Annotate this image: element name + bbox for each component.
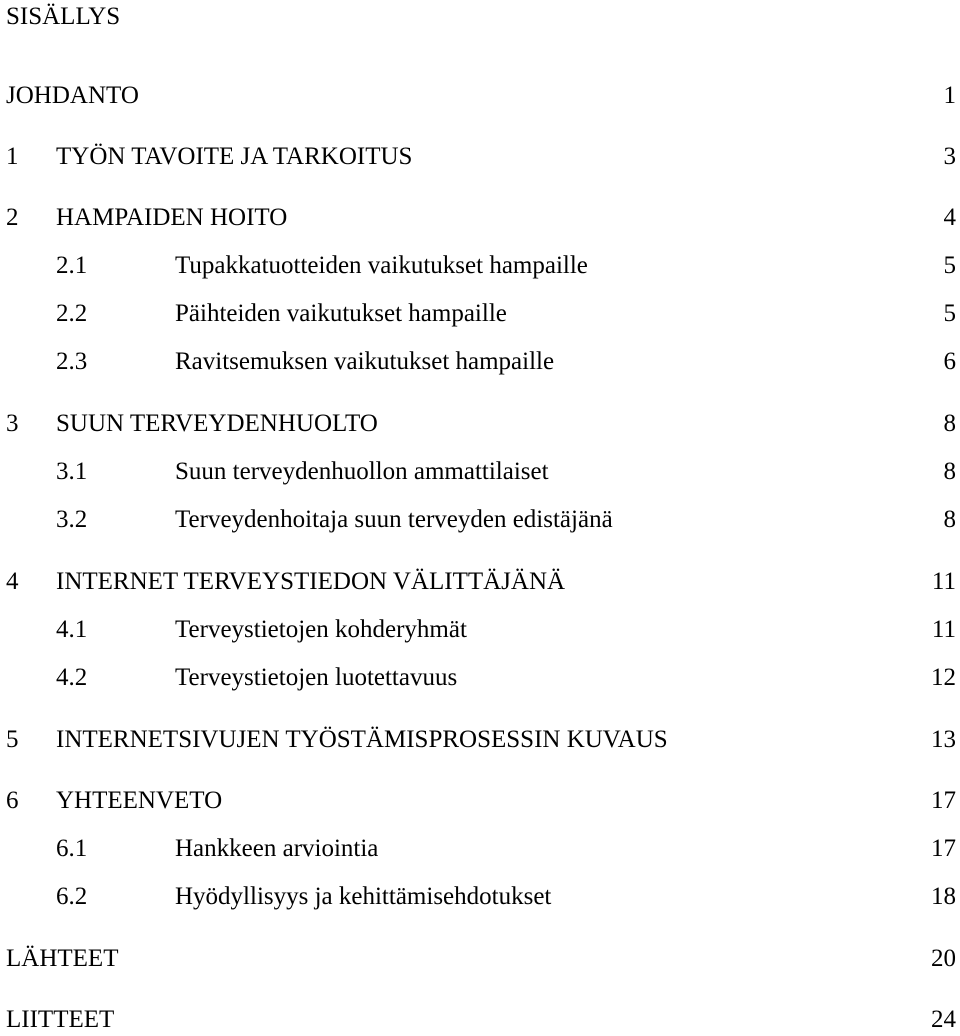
toc-entry-label: YHTEENVETO bbox=[56, 787, 223, 814]
toc-entry-chapter-2 bbox=[0, 202, 960, 234]
toc-entry-page: 8 bbox=[943, 506, 956, 533]
toc-entry-number: 2.3 bbox=[56, 348, 88, 375]
toc-entry-section-6-1 bbox=[0, 833, 960, 865]
toc-entry-section-6-2 bbox=[0, 881, 960, 913]
toc-entry-number: 2 bbox=[6, 204, 19, 231]
toc-entry-number: 1 bbox=[6, 143, 19, 170]
toc-entry-page: 4 bbox=[943, 204, 956, 231]
toc-entry-page: 3 bbox=[943, 143, 956, 170]
toc-entry-number: 6.2 bbox=[56, 883, 88, 910]
toc-entry-label: Ravitsemuksen vaikutukset hampaille bbox=[175, 348, 555, 375]
toc-entry-label: Päihteiden vaikutukset hampaille bbox=[175, 300, 507, 327]
toc-entry-chapter-6 bbox=[0, 785, 960, 817]
toc-entry-label: SUUN TERVEYDENHUOLTO bbox=[56, 410, 378, 437]
toc-entry-label: INTERNET TERVEYSTIEDON VÄLITTÄJÄNÄ bbox=[56, 568, 566, 595]
toc-entry-label: LIITTEET bbox=[6, 1006, 115, 1033]
toc-entry-number: 6 bbox=[6, 787, 19, 814]
toc-entry-liitteet bbox=[0, 1004, 960, 1036]
toc-title: SISÄLLYS bbox=[6, 3, 121, 30]
toc-entry-section-2-1 bbox=[0, 250, 960, 282]
toc-entry-page: 13 bbox=[931, 726, 956, 753]
toc-entry-section-2-2 bbox=[0, 298, 960, 330]
toc-entry-johdanto bbox=[0, 80, 960, 112]
toc-entry-page: 17 bbox=[931, 835, 956, 862]
toc-entry-number: 4.1 bbox=[56, 616, 88, 643]
toc-entry-page: 11 bbox=[931, 568, 956, 595]
toc-entry-number: 4 bbox=[6, 568, 19, 595]
toc-entry-number: 5 bbox=[6, 726, 19, 753]
toc-entry-page: 8 bbox=[943, 458, 956, 485]
toc-entry-section-4-2 bbox=[0, 662, 960, 694]
toc-entry-page: 18 bbox=[931, 883, 956, 910]
toc-entry-number: 3.1 bbox=[56, 458, 88, 485]
toc-entry-page: 8 bbox=[943, 410, 956, 437]
toc-entry-page: 5 bbox=[943, 300, 956, 327]
toc-entry-chapter-1 bbox=[0, 141, 960, 173]
toc-entry-number: 6.1 bbox=[56, 835, 88, 862]
toc-entry-section-4-1 bbox=[0, 614, 960, 646]
toc-entry-label: Tupakkatuotteiden vaikutukset hampaille bbox=[175, 252, 588, 279]
toc-entry-page: 20 bbox=[931, 945, 956, 972]
toc-entry-label: Terveydenhoitaja suun terveyden edistäjänä bbox=[175, 506, 613, 533]
toc-entry-number: 3.2 bbox=[56, 506, 88, 533]
toc-entry-label: LÄHTEET bbox=[6, 945, 119, 972]
toc-entry-label: HAMPAIDEN HOITO bbox=[56, 204, 288, 231]
toc-entry-page: 12 bbox=[931, 664, 956, 691]
toc-entry-lahteet bbox=[0, 943, 960, 975]
toc-entry-number: 2.2 bbox=[56, 300, 88, 327]
toc-entry-section-3-1 bbox=[0, 456, 960, 488]
toc-entry-label: TYÖN TAVOITE JA TARKOITUS bbox=[56, 143, 413, 170]
toc-entry-page: 24 bbox=[931, 1006, 956, 1033]
toc-entry-page: 5 bbox=[943, 252, 956, 279]
toc-entry-label: Terveystietojen kohderyhmät bbox=[175, 616, 467, 643]
toc-entry-number: 3 bbox=[6, 410, 19, 437]
toc-entry-label: Hyödyllisyys ja kehittämisehdotukset bbox=[175, 883, 552, 910]
toc-entry-page: 6 bbox=[943, 348, 956, 375]
toc-entry-page: 11 bbox=[931, 616, 956, 643]
toc-entry-label: INTERNETSIVUJEN TYÖSTÄMISPROSESSIN KUVAUS bbox=[56, 726, 668, 753]
toc-entry-section-2-3 bbox=[0, 346, 960, 378]
toc-entry-page: 1 bbox=[943, 82, 956, 109]
toc-entry-section-3-2 bbox=[0, 504, 960, 536]
toc-entry-number: 4.2 bbox=[56, 664, 88, 691]
toc-entry-chapter-4 bbox=[0, 566, 960, 598]
toc-entry-label: Hankkeen arviointia bbox=[175, 835, 379, 862]
toc-entry-label: JOHDANTO bbox=[6, 82, 139, 109]
toc-entry-label: Terveystietojen luotettavuus bbox=[175, 664, 458, 691]
toc-entry-number: 2.1 bbox=[56, 252, 88, 279]
toc-entry-chapter-5 bbox=[0, 724, 960, 756]
toc-entry-page: 17 bbox=[931, 787, 956, 814]
toc-entry-chapter-3 bbox=[0, 408, 960, 440]
toc-entry-label: Suun terveydenhuollon ammattilaiset bbox=[175, 458, 549, 485]
